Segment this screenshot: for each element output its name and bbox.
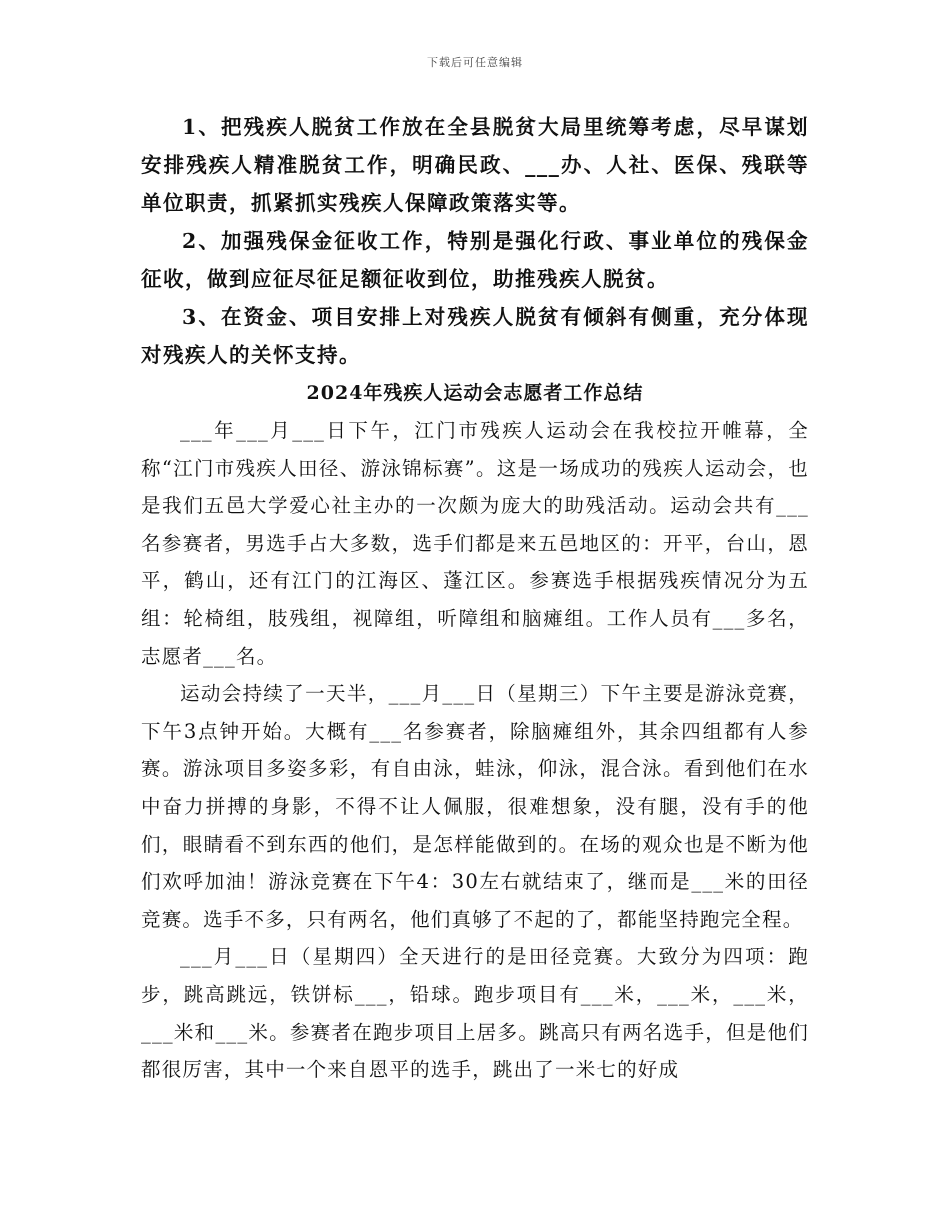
measure-item-1: 1、把残疾人脱贫工作放在全县脱贫大局里统筹考虑，尽早谋划安排残疾人精准脱贫工作，明确民政、___办、人社、医保、残联等单位职责，抓紧抓实残疾人保障政策落实等。 — [141, 115, 809, 215]
summary-paragraph: ___月___日（星期四）全天进行的是田径竞赛。大致分为四项：跑步，跳高跳远，铁饼标___，铅球。跑步项目有___米，___米，___米，___米和___米。参赛者在跑步项目上居多。跳高只有两名选手，但是他们都很厉害，其中一个来自恩平的选手，跳出了一米七的好成 — [141, 945, 809, 1082]
summary-paragraph: ___年___月___日下午，江门市残疾人运动会在我校拉开帷幕，全称“江门市残疾人田径、游泳锦标赛”。这是一场成功的残疾人运动会，也是我们五邑大学爱心社主办的一次颇为庞大的助残活动。运动会共有___名参赛者，男选手占大多数，选手们都是来五邑地区的：开平，台山，恩平，鹤山，还有江门的江海区、蓬江区。参赛选手根据残疾情况分为五组：轮椅组，肢残组，视障组，听障组和脑瘫组。工作人员有___多名，志愿者___名。 — [141, 419, 809, 668]
measure-item-3: 3、在资金、项目安排上对残疾人脱贫有倾斜有侧重，充分体现对残疾人的关怀支持。 — [141, 305, 809, 367]
summary-paragraph: 运动会持续了一天半，___月___日（星期三）下午主要是游泳竞赛，下午3点钟开始。大概有___名参赛者，除脑瘫组外，其余四组都有人参赛。游泳项目多姿多彩，有自由泳，蛙泳，仰泳，混合泳。看到他们在水中奋力拼搏的身影，不得不让人佩服，很难想象，没有腿，没有手的他们，眼睛看不到东西的他们，是怎样能做到的。在场的观众也是不断为他们欢呼加油！游泳竞赛在下午4：30左右就结束了，继而是___米的田径竞赛。选手不多，只有两名，他们真够了不起的了，都能坚持跑完全程。 — [141, 682, 809, 931]
document-body — [141, 108, 809, 1089]
measure-item-2: 2、加强残保金征收工作，特别是强化行政、事业单位的残保金征收，做到应征尽征足额征收到位，助推残疾人脱贫。 — [141, 229, 809, 291]
document-title: 2024年残疾人运动会志愿者工作总结 — [306, 382, 644, 404]
header-note: 下载后可任意编辑 — [427, 56, 523, 69]
